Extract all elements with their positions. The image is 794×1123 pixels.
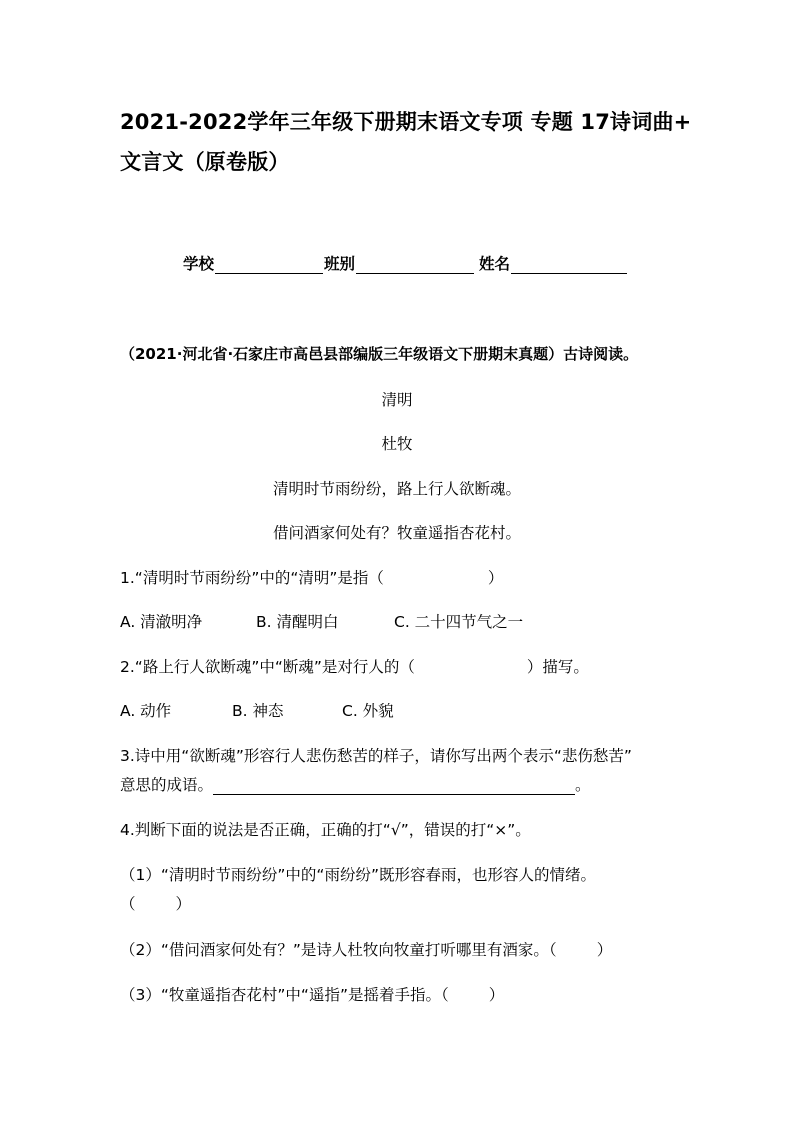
question-2-options — [120, 699, 394, 721]
question-2 — [120, 655, 589, 677]
question-4-item-2-text: （2）“借问酒家何处有？”是诗人杜牧向牧童打听哪里有酒家。（ — [120, 941, 557, 959]
class-blank[interactable] — [356, 255, 474, 274]
name-blank[interactable] — [511, 255, 627, 274]
question-4-item-1-answer — [120, 892, 191, 914]
document-title-line1: 2021-2022学年三年级下册期末语文专项 专题 17诗词曲+ — [120, 110, 692, 134]
question-4-item-1-open: （ — [120, 895, 136, 913]
question-4-item-1: （1）“清明时节雨纷纷”中的“雨纷纷”既形容春雨，也形容人的情绪。 — [120, 866, 596, 884]
question-4-item-2 — [120, 938, 612, 960]
poem-line-1: 清明时节雨纷纷，路上行人欲断魂。 — [272, 480, 521, 498]
question-1-options — [120, 610, 523, 632]
question-4-item-2-close: ） — [596, 941, 613, 959]
question-1-option-b[interactable]: B. 清醒明白 — [256, 613, 339, 631]
question-1-close: ） — [487, 569, 504, 587]
question-3-prefix: 意思的成语。 — [120, 776, 214, 794]
question-2-option-b[interactable]: B. 神态 — [232, 702, 284, 720]
question-2-text: 2.“路上行人欲断魂”中“断魂”是对行人的（ — [120, 658, 415, 676]
poem-line-2: 借问酒家何处有？牧童遥指杏花村。 — [272, 524, 521, 542]
name-label: 姓名 — [479, 255, 511, 273]
question-source: （2021·河北省·石家庄市高邑县部编版三年级语文下册期末真题）古诗阅读。 — [120, 345, 639, 363]
poem-title: 清明 — [381, 391, 413, 409]
question-3-line-1: 3.诗中用“欲断魂”形容行人悲伤愁苦的样子，请你写出两个表示“悲伤愁苦” — [120, 747, 632, 765]
school-label: 学校 — [183, 255, 215, 273]
question-4-item-3-close: ） — [488, 986, 505, 1004]
question-3-answer-line[interactable] — [213, 778, 575, 795]
question-1-option-a[interactable]: A. 清澈明净 — [120, 613, 203, 631]
school-blank[interactable] — [215, 255, 323, 274]
question-1 — [120, 566, 503, 588]
question-2-close: ）描写。 — [526, 658, 589, 676]
question-3-line-2 — [120, 773, 591, 795]
question-2-option-c[interactable]: C. 外貌 — [342, 702, 394, 720]
question-3-suffix: 。 — [575, 776, 591, 794]
document-title-line2: 文言文（原卷版） — [120, 150, 290, 174]
student-info-row — [183, 252, 628, 274]
poem-author: 杜牧 — [381, 435, 413, 453]
question-4-item-3-text: （3）“牧童遥指杏花村”中“遥指”是摇着手指。（ — [120, 986, 449, 1004]
question-4-item-1-close: ） — [175, 895, 192, 913]
question-4-item-3 — [120, 983, 504, 1005]
question-4: 4.判断下面的说法是否正确，正确的打“√”，错误的打“×”。 — [120, 821, 531, 839]
question-2-option-a[interactable]: A. 动作 — [120, 702, 172, 720]
question-1-text: 1.“清明时节雨纷纷”中的“清明”是指（ — [120, 569, 384, 587]
question-1-option-c[interactable]: C. 二十四节气之一 — [394, 613, 524, 631]
class-label: 班别 — [324, 255, 356, 273]
